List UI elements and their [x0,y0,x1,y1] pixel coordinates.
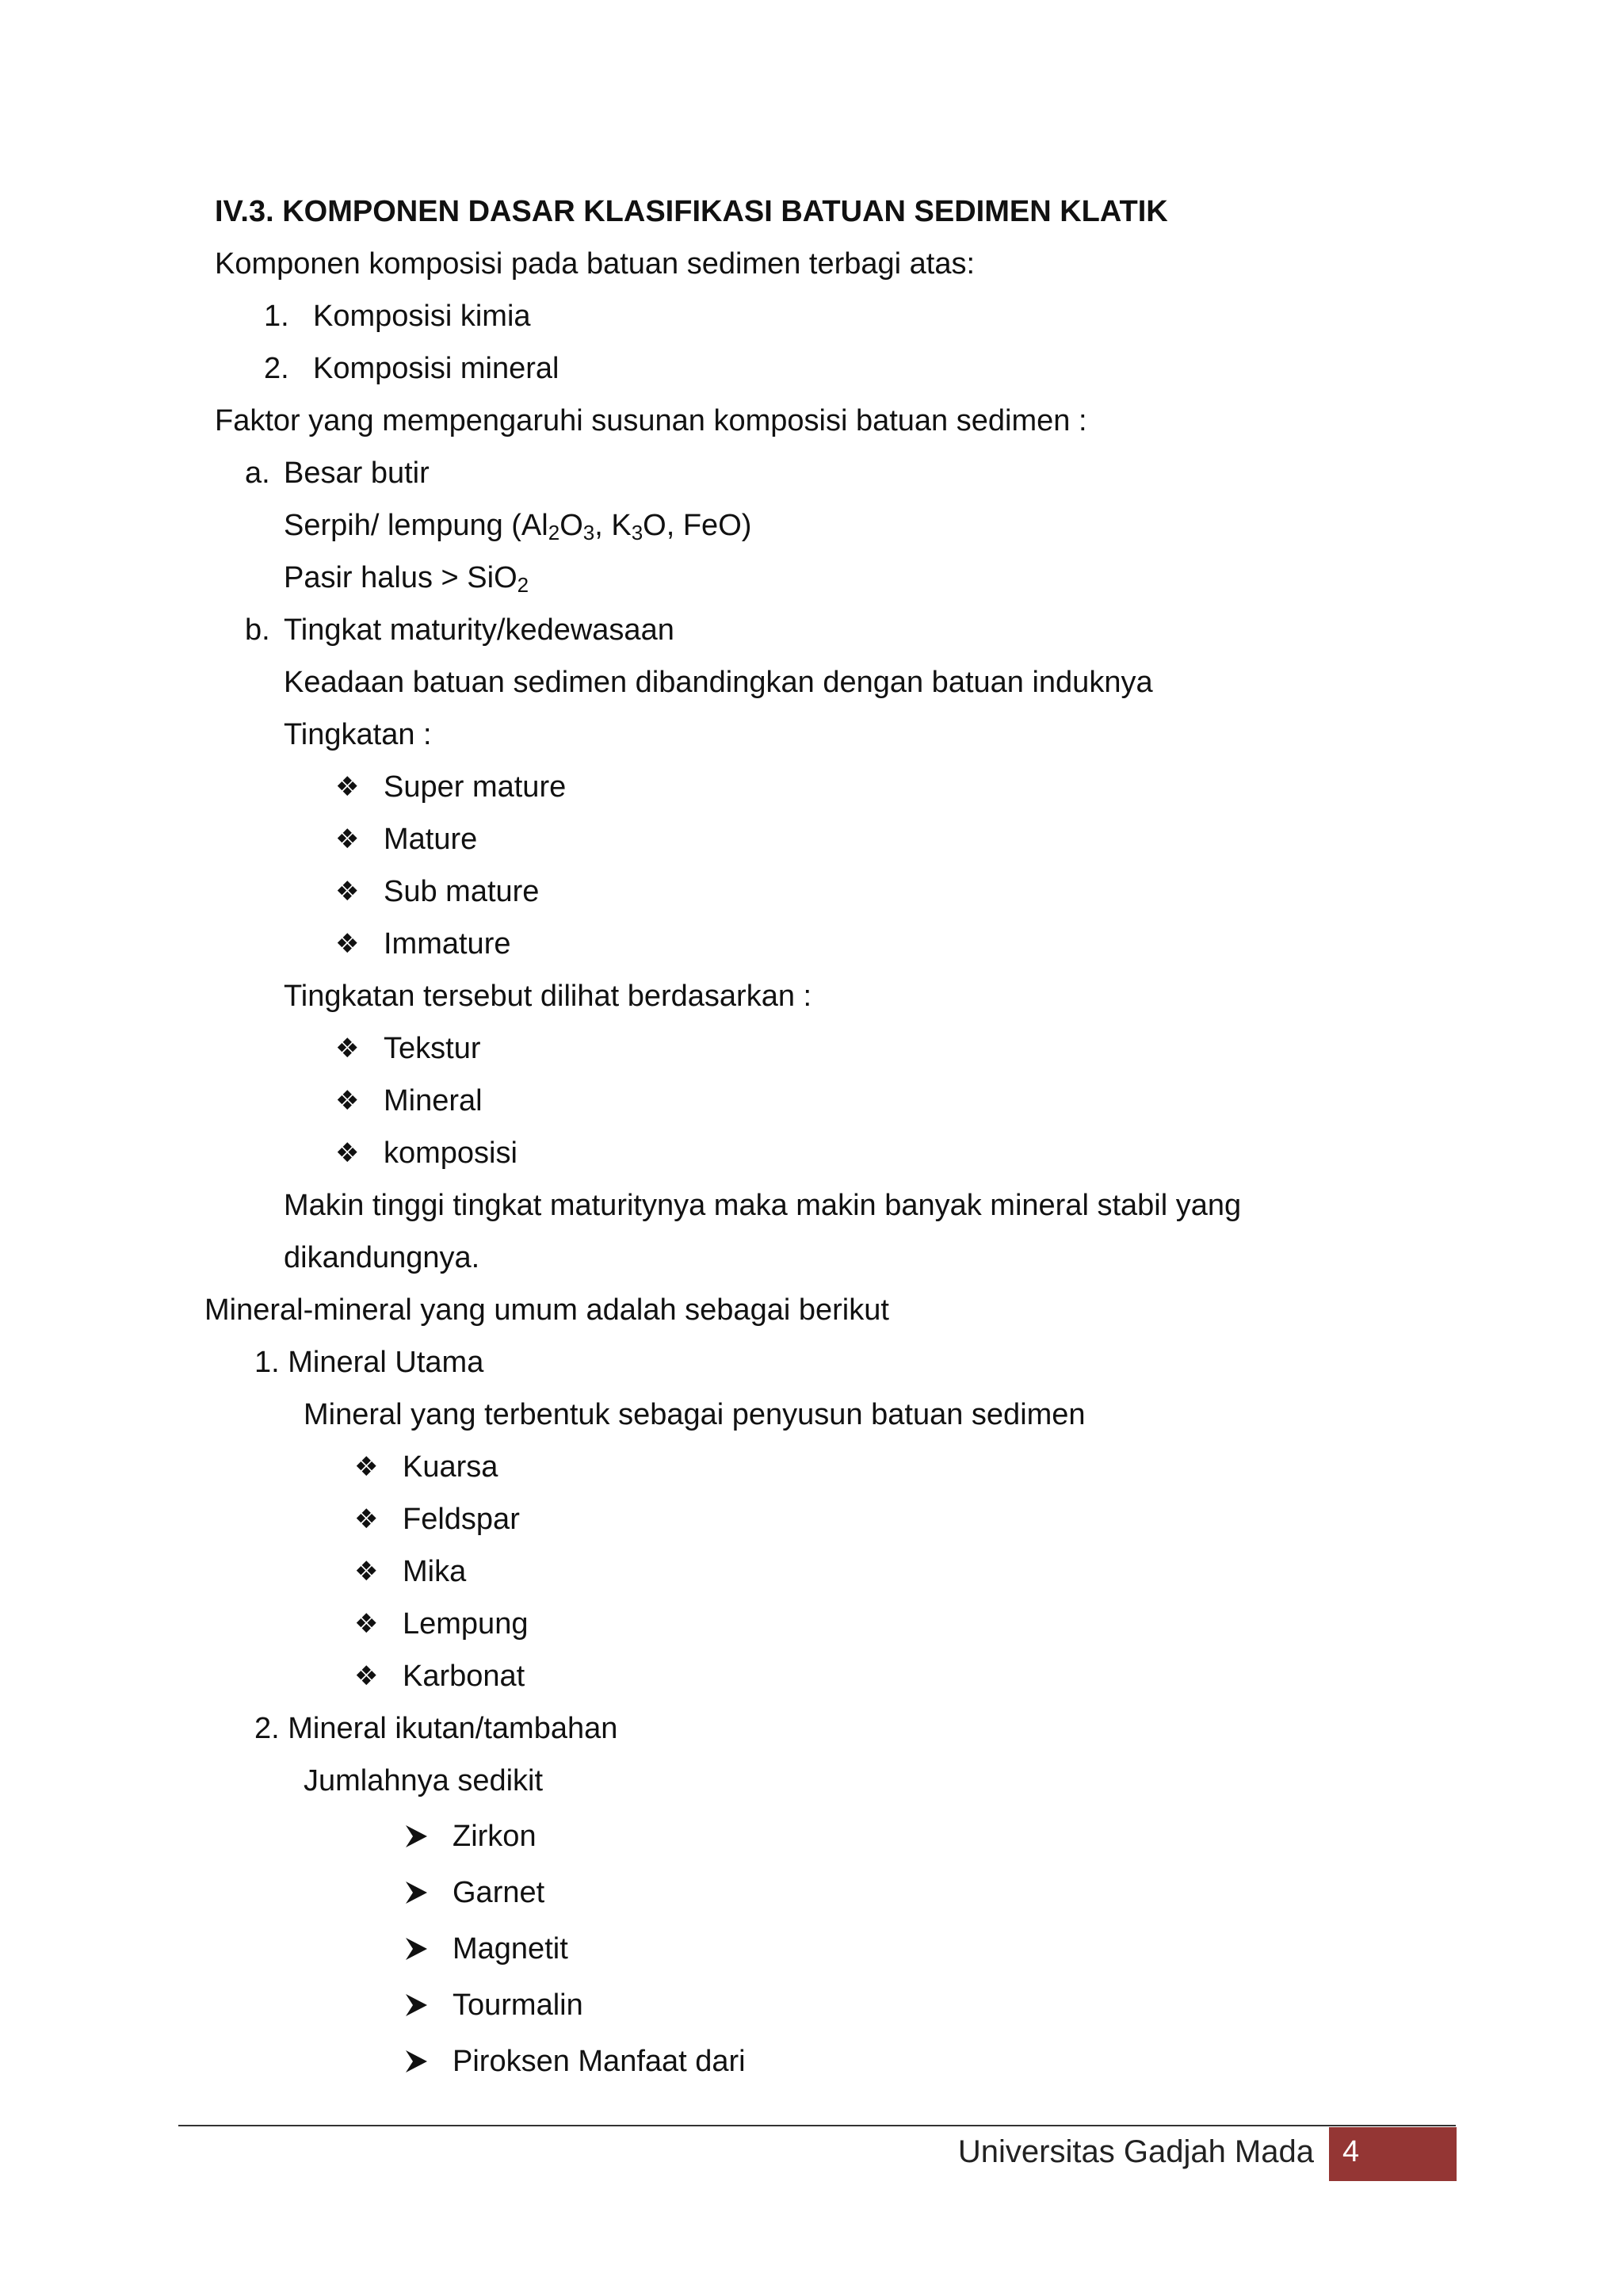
diamond-bullet-icon: ❖ [335,876,360,907]
diamond-bullet-icon: ❖ [354,1556,379,1587]
list-item: Feldspar [403,1503,520,1536]
list-item: Super mature [384,770,567,804]
list-item: Mineral [384,1084,483,1117]
arrow-bullet-icon [403,2043,430,2080]
diamond-bullet-icon: ❖ [354,1608,379,1640]
accessory-minerals-title: 2. Mineral ikutan/tambahan [254,1712,618,1745]
conclusion-line: dikandungnya. [284,1241,480,1274]
page-number: 4 [1342,2135,1360,2168]
main-minerals-title: 1. Mineral Utama [254,1346,484,1379]
list-item: Immature [384,927,511,961]
list-item: Zirkon [453,1820,537,1853]
list-item: Mika [403,1555,467,1588]
footer-institution: Universitas Gadjah Mada [957,2134,1314,2169]
list-number: 1. [264,300,289,333]
arrow-bullet-icon [403,1818,430,1855]
diamond-bullet-icon: ❖ [335,1085,360,1117]
diamond-bullet-icon: ❖ [354,1451,379,1483]
conclusion-line: Makin tinggi tingkat maturitynya maka makin banyak mineral stabil yang [284,1189,1242,1222]
diamond-bullet-icon: ❖ [335,1137,360,1169]
diamond-bullet-icon: ❖ [354,1660,379,1692]
intro-text: Komponen komposisi pada batuan sedimen terbagi atas: [215,247,976,281]
pasir-formula: Pasir halus > SiO$_2$ [284,561,529,597]
factors-intro: Faktor yang mempengaruhi susunan komposisi batuan sedimen : [215,404,1087,437]
diamond-bullet-icon: ❖ [354,1503,379,1535]
list-letter: b. [245,613,270,647]
list-letter: a. [245,457,270,490]
list-item: Magnetit [453,1932,568,1966]
list-item: Tourmalin [453,1988,583,2022]
section-heading: IV.3. KOMPONEN DASAR KLASIFIKASI BATUAN SEDIMEN KLATIK [215,195,1168,228]
list-item: Kuarsa [403,1450,498,1484]
list-item: Komposisi kimia [313,300,531,333]
arrow-bullet-icon [403,1931,430,1967]
diamond-bullet-icon: ❖ [335,1033,360,1064]
minerals-intro: Mineral-mineral yang umum adalah sebagai berikut [204,1293,889,1327]
list-item: komposisi [384,1137,517,1170]
accessory-minerals-desc: Jumlahnya sedikit [304,1764,544,1797]
diamond-bullet-icon: ❖ [335,771,360,803]
list-item: Mature [384,823,478,856]
basis-label: Tingkatan tersebut dilihat berdasarkan : [284,980,812,1013]
factor-title: Besar butir [284,457,430,490]
list-item: Piroksen Manfaat dari [453,2045,746,2078]
list-number: 2. [264,352,289,385]
levels-label: Tingkatan : [284,718,432,751]
arrow-bullet-icon [403,1874,430,1911]
footer-rule [178,2125,1456,2126]
list-item: Karbonat [403,1660,525,1693]
factor-title: Tingkat maturity/kedewasaan [284,613,674,647]
main-minerals-desc: Mineral yang terbentuk sebagai penyusun batuan sedimen [304,1398,1086,1431]
diamond-bullet-icon: ❖ [335,823,360,855]
list-item: Lempung [403,1607,529,1641]
diamond-bullet-icon: ❖ [335,928,360,960]
serpih-formula: Serpih/ lempung ($Al_2O_3$, $K_3O$, FeO) [284,509,752,544]
list-item: Komposisi mineral [313,352,559,385]
factor-description: Keadaan batuan sedimen dibandingkan dengan batuan induknya [284,666,1153,699]
list-item: Tekstur [384,1032,481,1065]
list-item: Garnet [453,1876,545,1909]
arrow-bullet-icon [403,1987,430,2023]
list-item: Sub mature [384,875,540,908]
